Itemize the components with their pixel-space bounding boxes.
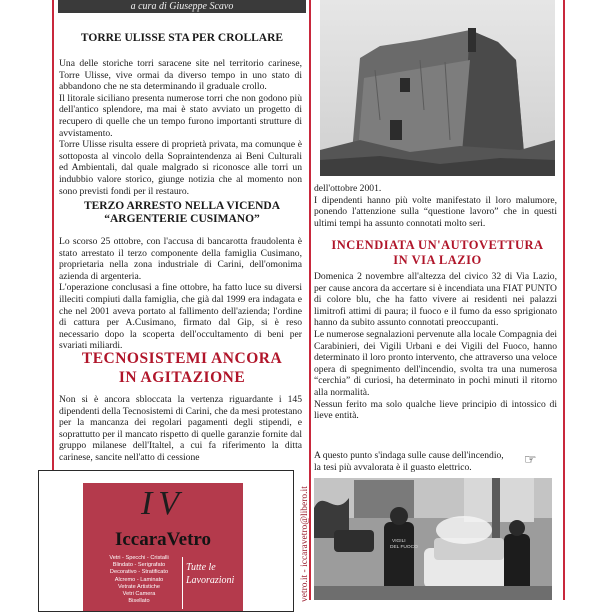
header-curator-bar: a cura di Giuseppe Scavo xyxy=(58,0,306,13)
ad-service-item: Alcremo - Laminato xyxy=(114,576,164,583)
torre-ulisse-photo xyxy=(320,0,555,176)
ad-service-item: Vetri Camera xyxy=(122,591,156,598)
iccaravetro-ad xyxy=(38,470,294,612)
ad-service-item: Vetrate Artistiche xyxy=(118,583,160,590)
ad-service-item: Decorativo - Stratificato xyxy=(109,569,169,576)
ad-tagline-line: Lavorazioni xyxy=(186,575,235,586)
incendio-last-line1: A questo punto s'indaga sulle cause dell'incendio, xyxy=(314,450,504,461)
ad-tagline xyxy=(186,561,242,587)
argenterie-title-line1: TERZO ARRESTO NELLA VICENDA xyxy=(83,200,281,212)
incendio-title-line2: IN VIA LAZIO xyxy=(393,253,482,267)
tecnosistemi-body xyxy=(59,394,302,464)
tecnosistemi-paragraph: Non si è ancora sbloccata la vertenza riguardante i 145 dipendenti della Tecnosistemi di Carini, che da mesi protestano per la mancanza dei regolari pagamenti degli stipendi, e soprattutto per il mancato rispetto di quelle garanzie fornite dal gruppo milanese dell'Italtel, a cui fa riferimento la ditta carinese, sancite nell'atto di cessione xyxy=(59,394,302,463)
argenterie-paragraph: Lo scorso 25 ottobre, con l'accusa di bancarotta fraudolenta è stato arrestato il terzo componente della famiglia Cusimano, proprietaria nella zona industriale di Carini, dell'omonima azienda di argenteria. xyxy=(59,236,302,282)
ad-services-list xyxy=(99,555,179,605)
ad-service-item: Blindato - Serigrafato xyxy=(112,562,166,569)
incendio-paragraph: Nessun ferito ma solo qualche lieve principio di intossico di lieve entità. xyxy=(314,398,557,422)
pointing-hand-icon: ☞ xyxy=(524,452,537,468)
right-margin-rule xyxy=(563,0,565,600)
incendio-last-line2: la tesi più avvalorata è il guasto elettrico. xyxy=(314,462,472,473)
tower-illustration xyxy=(320,0,555,176)
incendio-body xyxy=(314,271,557,422)
ulisse-paragraph: Una delle storiche torri saracene site nel territorio carinese, Torre Ulisse, vive ormai da diverso tempo in uno stato di abbandono che ne sta determinando il graduale crollo. xyxy=(59,58,302,93)
incendio-paragraph: Domenica 2 novembre all'altezza del civico 32 di Via Lazio, per cause ancora da accertare si è incendiata una FIAT PUNTO di colore blu, che ha fatto vivere ai residenti nei palazzi limitrofi attimi di paura; il fuoco e il fumo da esso sprigionato hanno da subito assunto connotati preoccupanti. xyxy=(314,271,557,329)
ad-divider xyxy=(182,557,183,609)
fire-scene-illustration xyxy=(314,478,552,600)
tecnosistemi-continued xyxy=(314,183,557,229)
ad-side-text: vetro.it - iccaravetro@libero.it xyxy=(300,486,310,602)
ad-service-item: Bisellato xyxy=(128,598,150,605)
ulisse-title: TORRE ULISSE STA PER CROLLARE xyxy=(80,32,284,44)
ad-brand: IccaraVetro xyxy=(114,529,212,550)
vest-label-line1: VIGILI xyxy=(392,539,406,544)
ulisse-body xyxy=(59,58,302,197)
vest-label-line2: DEL FUOCO xyxy=(390,545,418,550)
ad-monogram: IV xyxy=(140,485,186,522)
tecnosistemi-continued-paragraph: I dipendenti hanno più volte manifestato il loro malumore, ponendo l'attenzione sulla “questione lavoro” che in questi ultimi tempi ha assunto connotati molto seri. xyxy=(314,194,557,229)
incendio-title-line1: INCENDIATA UN'AUTOVETTURA xyxy=(331,238,544,252)
tecnosistemi-title-line1: TECNOSISTEMI ANCORA xyxy=(81,350,283,367)
argenterie-title-line2: “ARGENTERIE CUSIMANO” xyxy=(104,213,260,225)
incendio-paragraph: Le numerose segnalazioni pervenute alla locale Compagnia dei Carabinieri, dei Vigili Urbani e dei Vigili del Fuoco, hanno determinato il loro pronto intervento, che attraverso una veloce opera di spegnimento dell'incendio, svolta tra una numerosa “cerchia” di curiosi, ha determinato in pochi minuti il ritorno alla normalità. xyxy=(314,328,557,398)
argenterie-body xyxy=(59,236,302,352)
car-fire-photo xyxy=(314,478,552,600)
ulisse-paragraph: Torre Ulisse risulta essere di proprietà privata, ma comunque è sottoposta al vincolo della Sopraintendenza ai Beni Culturali ed Ambientali, dal quale malgrado si riconosce alle torri un indubbio valore storico, giunge notizia che al momento non sono previsti fondi per il restauro. xyxy=(59,139,302,197)
ulisse-paragraph: Il litorale siciliano presenta numerose torri che non godono più dell'antico splendore, ma mai è stato avviato un progetto di recupero di quelle che un tempo furono importanti strutture di avvistamento. xyxy=(59,92,302,139)
ad-tagline-line: Tutte le xyxy=(186,562,216,573)
tecnosistemi-title-line2: IN AGITAZIONE xyxy=(118,369,246,386)
tecnosistemi-continued-line: dell'ottobre 2001. xyxy=(314,183,382,194)
ad-service-item: Vetri - Specchi - Cristalli xyxy=(109,555,169,561)
argenterie-paragraph: L'operazione conclusasi a fine ottobre, ha fatto luce su diversi illeciti compiuti dalla famiglia, che già dal 1999 era indagata e che nel 2001 aveva portato al fallimento dell'azienda; l'ordine di cattura per A.Cusimano, firmato dal Gip, si è reso necessario dopo la scoperta dell'occultamento di beni per svariati miliardi. xyxy=(59,282,302,352)
